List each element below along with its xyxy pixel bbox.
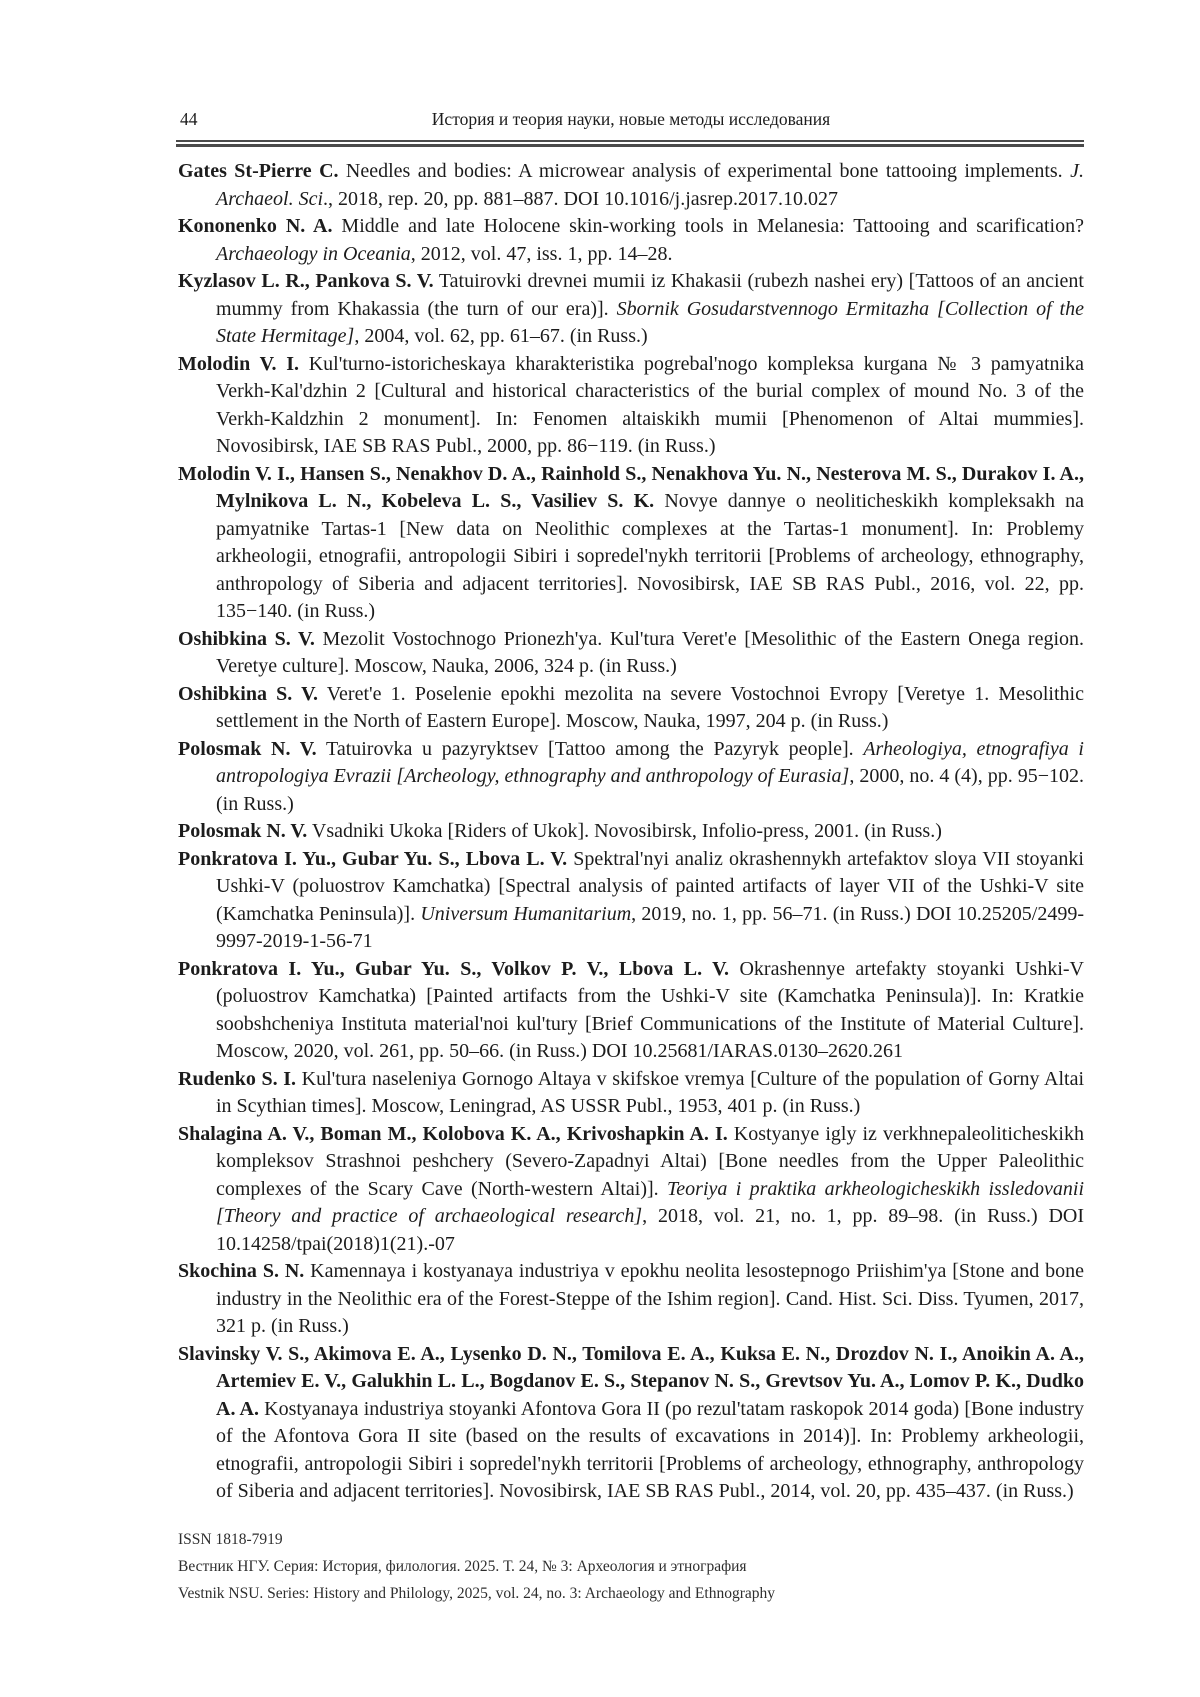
ref-text: Mezolit Vostochnogo Prionezh'ya. Kul'tura Veret'e [Mesolithic of the Eastern Onega region. Veretye culture]. Moscow, Nauka, 2006, 324 p. (in Russ.) [216, 627, 1084, 677]
ref-text: Veret'e 1. Poselenie epokhi mezolita na severe Vostochnoi Evropy [Veretye 1. Mesolithic settlement in the North of Eastern Europe]. Moscow, Nauka, 1997, 204 p. (in Russ.) [216, 682, 1084, 732]
reference-entry [178, 626, 1084, 681]
ref-source-title: Universum Humanitarium [420, 902, 632, 925]
ref-text: , 2012, vol. 47, iss. 1, pp. 14–28. [410, 242, 673, 265]
ref-authors: Gates St-Pierre C. [178, 160, 339, 182]
reference-entry [178, 268, 1084, 351]
ref-text: Vsadniki Ukoka [Riders of Ukok]. Novosibirsk, Infolio-press, 2001. (in Russ.) [307, 820, 942, 842]
ref-text: Tatuirovka u pazyryktsev [Tattoo among the Pazyryk people]. [316, 737, 864, 760]
ref-text: , 2000, no. 4 (4), pp. 95−102. (in Russ.) [216, 765, 1084, 815]
ref-text: ., 2018, rep. 20, pp. 881–887. DOI 10.1016/j.jasrep.2017.10.027 [323, 187, 838, 210]
running-title: История и теория науки, новые методы исследования [431, 109, 831, 129]
ref-source-title: Teoriya i praktika arkheologicheskikh issledovanii [Theory and practice of archaeological research] [216, 1177, 1085, 1227]
ref-authors: Shalagina A. V., Boman M., Kolobova K. A., Krivoshapkin A. I. [178, 1122, 728, 1145]
ref-source-title: Sbornik Gosudarstvennogo Ermitazha [Collection of the State Hermitage] [216, 297, 1084, 347]
ref-text: , 2018, vol. 21, no. 1, pp. 89–98. (in Russ.) DOI 10.14258/tpai(2018)1(21).-07 [216, 1205, 1084, 1255]
ref-authors: Kyzlasov L. R., Pankova S. V. [178, 270, 434, 292]
ref-authors: Oshibkina S. V. [178, 627, 315, 650]
reference-entry [178, 1121, 1084, 1259]
issn: ISSN 1818-7919 [178, 1531, 283, 1548]
ref-authors: Polosmak N. V. [178, 737, 317, 760]
reference-entry [178, 846, 1084, 956]
header-rule [176, 140, 1084, 147]
reference-entry [178, 158, 1084, 213]
reference-entry [178, 213, 1084, 268]
ref-authors: Slavinsky V. S., Akimova E. A., Lysenko D. N., Tomilova E. A., Kuksa E. N., Drozdov N. I., Anoikin A. A., Artemiev E. V., Galukhin L. L., Bogdanov E. S., Stepanov N. S., Grevtsov Yu. A., Lomov P. K., Dudko A. A. [178, 1342, 1084, 1420]
ref-authors: Skochina S. N. [178, 1260, 305, 1282]
ref-text: Kostyanye igly iz verkhnepaleoliticheskikh kompleksov Strashnoi peshchery (Severo-Zapadnyi Altai) [Bone needles from the Upper Paleolithic complexes of the Scary Cave (North-western Altai)]. [216, 1122, 1084, 1200]
reference-entry [178, 1341, 1084, 1506]
ref-text: Kostyanaya industriya stoyanki Afontova Gora II (po rezul'tatam raskopok 2014 goda) [Bone industry of the Afontova Gora II site (based on the results of excavations in 2014)]. In: Problemy arkheologii, etnografii, antropologii Sibiri i sopredel'nykh territorii [Problems of archeology, ethnography, anthropology of Siberia and adjacent territories]. Novosibirsk, IAE SB RAS Publ., 2014, vol. 20, pp. 435–437. (in Russ.) [216, 1397, 1084, 1502]
ref-authors: Ponkratova I. Yu., Gubar Yu. S., Volkov P. V., Lbova L. V. [178, 957, 730, 980]
ref-text: Okrashennye artefakty stoyanki Ushki-V (poluostrov Kamchatka) [Painted artifacts from the Ushki-V site (Kamchatka Peninsula)]. In: Kratkie soobshcheniya Instituta material'noi kul'tury [Brief Communications of the Institute of Material Culture]. Moscow, 2020, vol. 261, pp. 50–66. (in Russ.) DOI 10.25681/IARAS.0130–2620.261 [216, 957, 1084, 1062]
page-number: 44 [180, 109, 198, 129]
reference-entry [178, 1258, 1084, 1341]
ref-text: Kamennaya i kostyanaya industriya v epokhu neolita lesostepnogo Priishim'ya [Stone and bone industry in the Neolithic era of the Forest-Steppe of the Ishim region]. Cand. Hist. Sci. Diss. Tyumen, 2017, 321 p. (in Russ.) [216, 1260, 1084, 1337]
page-footer [178, 1526, 1084, 1607]
ref-authors: Molodin V. I. [178, 352, 299, 375]
references-list [178, 158, 1084, 1506]
ref-text: , 2004, vol. 62, pp. 61–67. (in Russ.) [354, 325, 648, 347]
ref-text: Needles and bodies: A microwear analysis of experimental bone tattooing implements. [338, 160, 1071, 182]
reference-entry [178, 351, 1084, 461]
ref-authors: Ponkratova I. Yu., Gubar Yu. S., Lbova L. V. [178, 847, 568, 870]
ref-source-title: J. Archaeol. Sci [216, 160, 1084, 210]
journal-line-ru: Вестник НГУ. Серия: История, филология. 2025. Т. 24, № 3: Археология и этнография [178, 1558, 747, 1575]
reference-entry [178, 461, 1084, 626]
ref-text: Tatuirovki drevnei mumii iz Khakasii (rubezh nashei ery) [Tattoos of an ancient mummy from Khakassia (the turn of our era)]. [216, 270, 1084, 320]
ref-text: , 2019, no. 1, pp. 56–71. (in Russ.) DOI 10.25205/2499-9997-2019-1-56-71 [216, 902, 1085, 952]
ref-authors: Kononenko N. A. [178, 215, 333, 237]
ref-authors: Rudenko S. I. [178, 1067, 297, 1090]
ref-source-title: Archaeology in Oceania [216, 242, 411, 265]
ref-authors: Oshibkina S. V. [178, 682, 318, 705]
ref-text: Spektral'nyi analiz okrashennykh artefaktov sloya VII stoyanki Ushki-V (poluostrov Kamchatka) [Spectral analysis of painted artifacts of layer VII of the Ushki-V site (Kamchatka Peninsula)]. [216, 847, 1084, 925]
ref-text: Middle and late Holocene skin-working tools in Melanesia: Tattooing and scarification? [332, 215, 1084, 237]
ref-authors: Molodin V. I., Hansen S., Nenakhov D. A., Rainhold S., Nenakhova Yu. N., Nesterova M. S., Durakov I. A., Mylnikova L. N., Kobeleva L. S., Vasiliev S. K. [178, 462, 1084, 512]
reference-entry [178, 956, 1084, 1066]
page-header [178, 106, 1084, 134]
ref-source-title: Arheologiya, etnografiya i antropologiya Evrazii [Archeology, ethnography and anthropology of Eurasia] [216, 737, 1084, 787]
reference-entry [178, 681, 1084, 736]
ref-text: Kul'turno-istoricheskaya kharakteristika pogrebal'nogo kompleksa kurgana № 3 pamyatnika Verkh-Kal'dzhin 2 [Cultural and historical characteristics of the burial complex of mound No. 3 of the Verkh-Kaldzhin 2 monument]. In: Fenomen altaiskikh mumii [Phenomenon of Altai mummies]. Novosibirsk, IAE SB RAS Publ., 2000, pp. 86−119. (in Russ.) [216, 352, 1084, 457]
reference-entry [178, 1066, 1084, 1121]
ref-authors: Polosmak N. V. [178, 820, 308, 842]
ref-text: Kul'tura naseleniya Gornogo Altaya v skifskoe vremya [Culture of the population of Gorny Altai in Scythian times]. Moscow, Leningrad, AS USSR Publ., 1953, 401 p. (in Russ.) [216, 1067, 1085, 1117]
ref-text: Novye dannye o neoliticheskikh kompleksakh na pamyatnike Tartas-1 [New data on Neolithic complexes at the Tartas-1 monument]. In: Problemy arkheologii, etnografii, antropologii Sibiri i sopredel'nykh territorii [Problems of archeology, ethnography, anthropology of Siberia and adjacent territories]. Novosibirsk, IAE SB RAS Publ., 2016, vol. 22, pp. 135−140. (in Russ.) [216, 490, 1084, 622]
journal-line-en: Vestnik NSU. Series: History and Philology, 2025, vol. 24, no. 3: Archaeology and Ethnography [178, 1585, 775, 1602]
reference-entry [178, 736, 1084, 819]
reference-entry [178, 818, 1084, 846]
